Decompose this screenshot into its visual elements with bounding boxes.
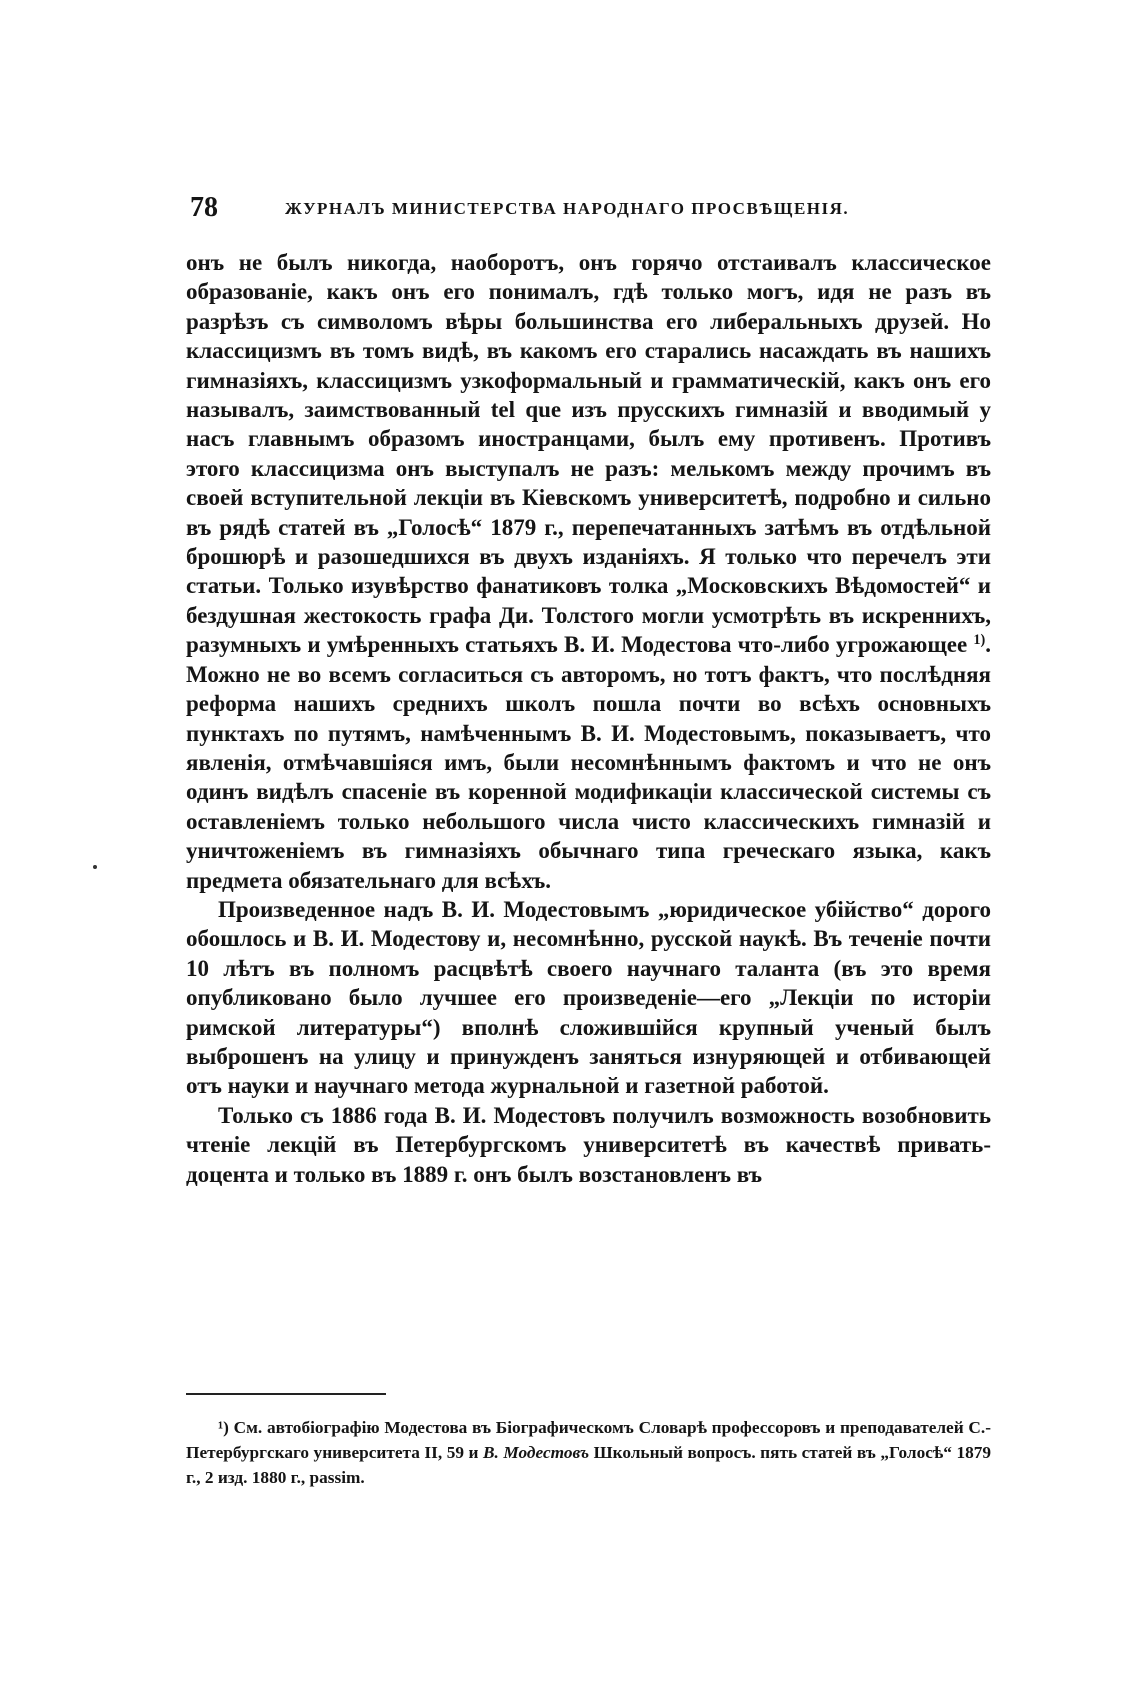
footnote-text-b: Школьный вопросъ. пять статей въ „Голосѣ“ 1879 г., 2 изд. 1880 г., passim. [186,1443,992,1488]
page-header [190,192,990,228]
paragraph-1-part-a: онъ не былъ никогда, наоборотъ, онъ горячо отстаивалъ классическое образованіе, какъ онъ его понималъ, гдѣ только могъ, идя не разъ въ разрѣзъ съ символомъ вѣры большинства его либеральныхъ друзей. Но классицизмъ въ томъ видѣ, въ какомъ его старались насаждать въ нашихъ гимназіяхъ, классицизмъ узкоформальный и грамматическій, какъ онъ его называлъ, заимствованный tel que изъ прусскихъ гимназій и вводимый у насъ главнымъ образомъ иностранцами, былъ ему противенъ. Противъ этого классицизма онъ выступалъ не разъ: мелькомъ между прочимъ въ своей вступительной лекціи въ Кіевскомъ университетѣ, подробно и сильно въ рядѣ статей въ „Голосѣ“ 1879 г., перепечатанныхъ затѣмъ въ отдѣльной брошюрѣ и разошедшихся въ двухъ изданіяхъ. Я только что перечелъ эти статьи. Только изувѣрство фанатиковъ толка „Московскихъ Вѣдомостей“ и бездушная жестокость графа Ди. Толстого могли усмотрѣть въ искреннихъ, разумныхъ и умѣренныхъ статьяхъ В. И. Модестова что-либо угрожающее [186,250,991,658]
footnote-divider [186,1393,386,1395]
paragraph-1 [186,248,991,895]
footnote-reference: 1) [973,632,986,649]
footnote-marker: ¹) [218,1418,229,1437]
page-number: 78 [190,192,218,223]
main-text [186,248,991,1189]
scan-speck [93,865,97,869]
paragraph-2: Произведенное надъ В. И. Модестовымъ „юридическое убійство“ дорого обошлось и В. И. Модестову и, несомнѣнно, русской наукѣ. Въ теченіе почти 10 лѣтъ въ полномъ расцвѣтѣ своего научнаго таланта (въ это время опубликовано было лучшее его произведеніе—его „Лекціи по исторіи римской литературы“) вполнѣ сложившійся крупный ученый былъ выброшенъ на улицу и принужденъ заняться изнуряющей и отбивающей отъ науки и научнаго метода журнальной и газетной работой. [186,896,991,1099]
footnote [186,1415,991,1491]
footnote-text-a: См. автобіографію Модестова въ Біографическомъ Словарѣ профессоровъ и преподавателей С.-Петербургскаго университета II, 59 и [186,1418,991,1463]
footnote-author: В. Модестовъ [483,1443,590,1463]
paragraph-1-part-b: . Можно не во всемъ согласиться съ авторомъ, но тотъ фактъ, что послѣдняя реформа нашихъ среднихъ школъ пошла почти во всѣхъ основныхъ пунктахъ по путямъ, намѣченнымъ В. И. Модестовымъ, показываетъ, что явленія, отмѣчавшіяся имъ, были несомнѣннымъ фактомъ и что не онъ одинъ видѣлъ спасеніе въ коренной модификаціи классической системы съ оставленіемъ только небольшого числа чисто классическихъ гимназій и уничтоженіемъ въ гимназіяхъ обычнаго типа греческаго языка, какъ предмета обязательнаго для всѣхъ. [186,632,992,893]
paragraph-3: Только съ 1886 года В. И. Модестовъ получилъ возможность возобновить чтеніе лекцій въ Петербургскомъ университетѣ въ качествѣ привать-доцента и только въ 1889 г. онъ былъ возстановленъ въ [186,1102,991,1187]
running-title: ЖУРНАЛЪ МИНИСТЕРСТВА НАРОДНАГО ПРОСВѢЩЕНІЯ. [285,199,850,218]
